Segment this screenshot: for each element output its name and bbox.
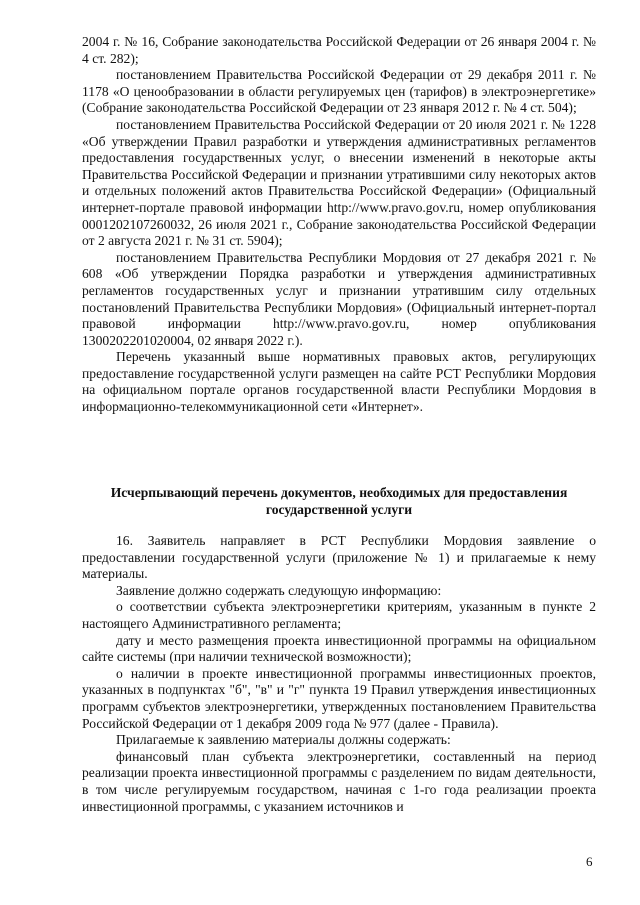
section-heading: Исчерпывающий перечень документов, необходимых для предоставления государственной услуги	[110, 485, 568, 517]
paragraph-date-place: дату и место размещения проекта инвестиционной программы на официальном сайте системы (при наличии технической возможности);	[82, 632, 596, 665]
paragraph-investment-projects: о наличии в проекте инвестиционной программы инвестиционных проектов, указанных в подпунктах "б", "в" и "г" пункта 19 Правил утверждения инвестиционных программ субъектов электроэнергетики, утвержденных постановлением Правительства Российской Федерации от 1 декабря 2009 года № 977 (далее - Правила).	[82, 665, 596, 731]
legal-acts-section	[82, 34, 596, 416]
page-number: 6	[586, 854, 593, 869]
paragraph-decree-1178: постановлением Правительства Российской Федерации от 29 декабря 2011 г. № 1178 «О ценообразовании в области регулируемых цен (тарифов) в электроэнергетике» (Собрание законодательства Российской Федерации от 23 января 2012 г. № 4 ст. 504);	[82, 67, 596, 116]
paragraph-application-content: Заявление должно содержать следующую информацию:	[116, 582, 442, 598]
paragraph-decree-1228: постановлением Правительства Российской Федерации от 20 июля 2021 г. № 1228 «Об утверждении Правил разработки и утверждения административных регламентов предоставления государственных услуг, о внесении изменений в некоторые акты Правительства Российской Федерации и признании утратившими силу некоторых актов и отдельных положений актов Правительства Российской Федерации» (Официальный интернет-портале правовой информации http://www.pravo.gov.ru, номер опубликования 0001202107260032, 26 июля 2021 г., Собрание законодательства Российской Федерации от 2 августа 2021 г. № 31 ст. 5904);	[82, 116, 596, 249]
paragraph-16: 16. Заявитель направляет в РСТ Республики Мордовия заявление о предоставлении государственной услуги (приложение № 1) и прилагаемые к нему материалы.	[82, 533, 596, 582]
paragraph-continuation: 2004 г. № 16, Собрание законодательства Российской Федерации от 26 января 2004 г. № 4 ст. 282);	[82, 34, 596, 66]
paragraph-decree-608: постановлением Правительства Республики Мордовия от 27 декабря 2021 г. № 608 «Об утверждении Порядка разработки и утверждения административных регламентов государственных услуг и признании утратившим силу отдельных постановлений Правительства Республики Мордовия» (Официальный интернет-портал правовой информации http://www.pravo.gov.ru, номер опубликования 1300202201020004, 02 января 2022 г.).	[82, 249, 596, 348]
paragraph-criteria: о соответствии субъекта электроэнергетики критериям, указанным в пункте 2 настоящего Административного регламента;	[82, 599, 596, 631]
paragraph-attached-materials: Прилагаемые к заявлению материалы должны содержать:	[116, 732, 451, 748]
paragraph-financial-plan: финансовый план субъекта электроэнергетики, составленный на период реализации проекта инвестиционной программы с разделением по видам деятельности, в том числе регулируемым государством, начиная с 1-го года реализации проекта инвестиционной программы, с указанием источников и	[82, 748, 596, 814]
paragraph-acts-list-location: Перечень указанный выше нормативных правовых актов, регулирующих предоставление государственной услуги размещен на сайте РСТ Республики Мордовия на официальном портале органов государственной власти Республики Мордовия в информационно-телекоммуникационной сети «Интернет».	[82, 349, 596, 415]
documents-section	[82, 533, 596, 815]
